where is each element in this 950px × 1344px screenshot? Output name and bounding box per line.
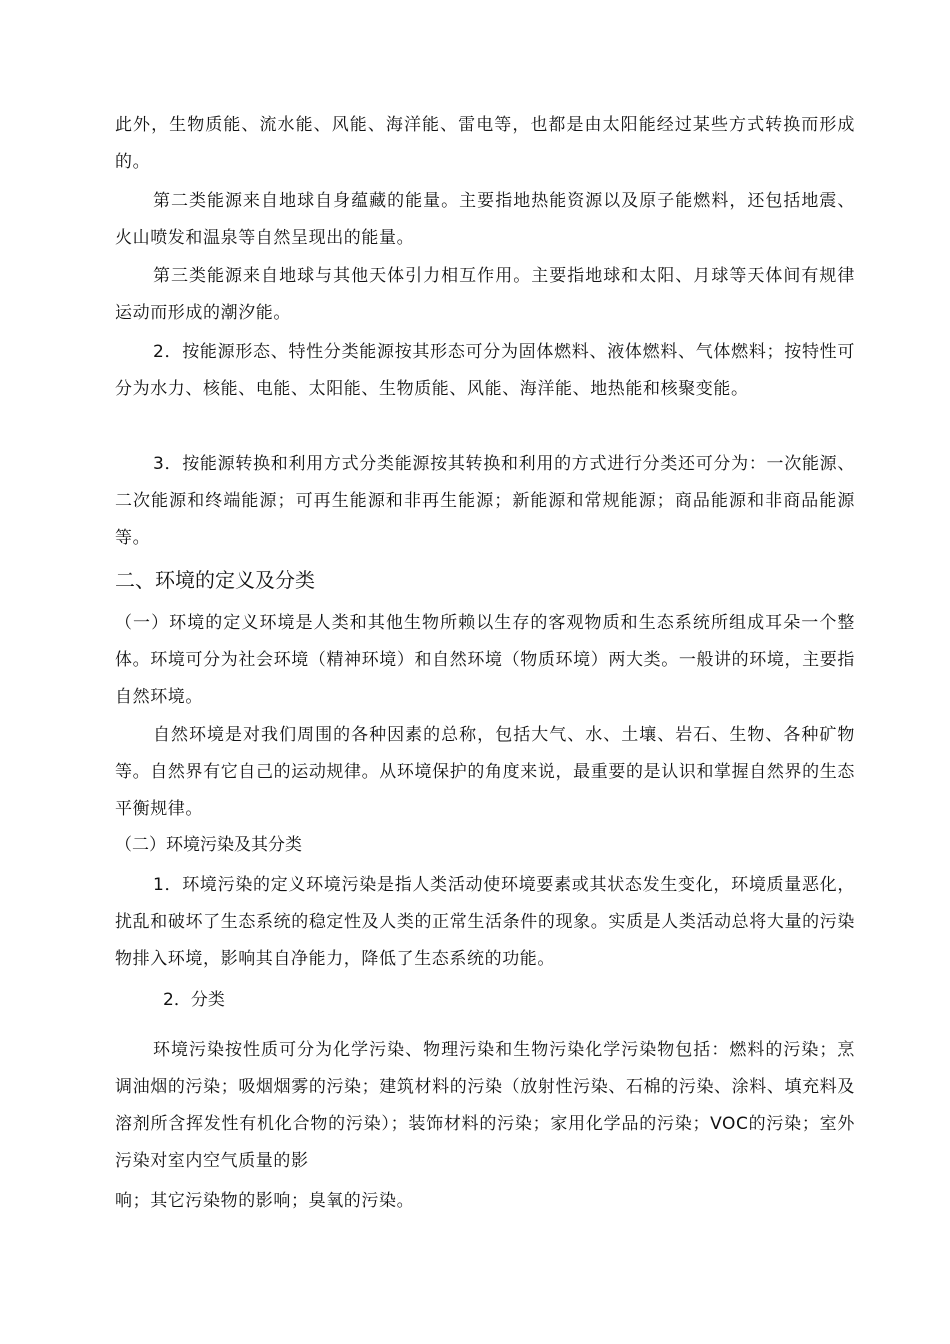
paragraph-pollution-types-continued: 响；其它污染物的影响；臭氧的污染。	[115, 1191, 415, 1211]
paragraph-solar-derived-energy: 此外，生物质能、流水能、风能、海洋能、雷电等，也都是由太阳能经过某些方式转换而形成的。	[115, 115, 855, 172]
paragraph-environment-definition: （一）环境的定义环境是人类和其他生物所赖以生存的客观物质和生态系统所组成耳朵一个整体。环境可分为社会环境（精神环境）和自然环境（物质环境）两大类。一般讲的环境，主要指自然环境。	[115, 613, 855, 707]
paragraph-pollution-types: 环境污染按性质可分为化学污染、物理污染和生物污染化学污染物包括：燃料的污染；烹调油烟的污染；吸烟烟雾的污染；建筑材料的污染（放射性污染、石棉的污染、涂料、填充料及溶剂所含挥发性有机化合物的污染）；装饰材料的污染；家用化学品的污染；VOC的污染；室外污染对室内空气质量的影	[115, 1040, 855, 1171]
paragraph-pollution-definition: 1．环境污染的定义环境污染是指人类活动使环境要素或其状态发生变化，环境质量恶化，扰乱和破坏了生态系统的稳定性及人类的正常生活条件的现象。实质是人类活动总将大量的污染物排入环境，影响其自净能力，降低了生态系统的功能。	[115, 875, 855, 969]
paragraph-energy-form-classification: 2．按能源形态、特性分类能源按其形态可分为固体燃料、液体燃料、气体燃料；按特性可分为水力、核能、电能、太阳能、生物质能、风能、海洋能、地热能和核聚变能。	[115, 342, 855, 399]
paragraph-second-category-energy: 第二类能源来自地球自身蕴藏的能量。主要指地热能资源以及原子能燃料，还包括地震、火山喷发和温泉等自然呈现出的能量。	[115, 191, 855, 248]
section-heading-environment: 二、环境的定义及分类	[115, 568, 315, 592]
paragraph-energy-conversion-classification: 3．按能源转换和利用方式分类能源按其转换和利用的方式进行分类还可分为：一次能源、二次能源和终端能源；可再生能源和非再生能源；新能源和常规能源；商品能源和非商品能源等。	[115, 454, 855, 548]
paragraph-third-category-energy: 第三类能源来自地球与其他天体引力相互作用。主要指地球和太阳、月球等天体间有规律运动而形成的潮汐能。	[115, 266, 855, 323]
subheading-pollution-classification: （二）环境污染及其分类	[115, 835, 302, 855]
paragraph-natural-environment: 自然环境是对我们周围的各种因素的总称，包括大气、水、土壤、岩石、生物、各种矿物等。自然界有它自己的运动规律。从环境保护的角度来说，最重要的是认识和掌握自然界的生态平衡规律。	[115, 725, 855, 819]
subheading-classification: 2．分类	[163, 990, 225, 1010]
